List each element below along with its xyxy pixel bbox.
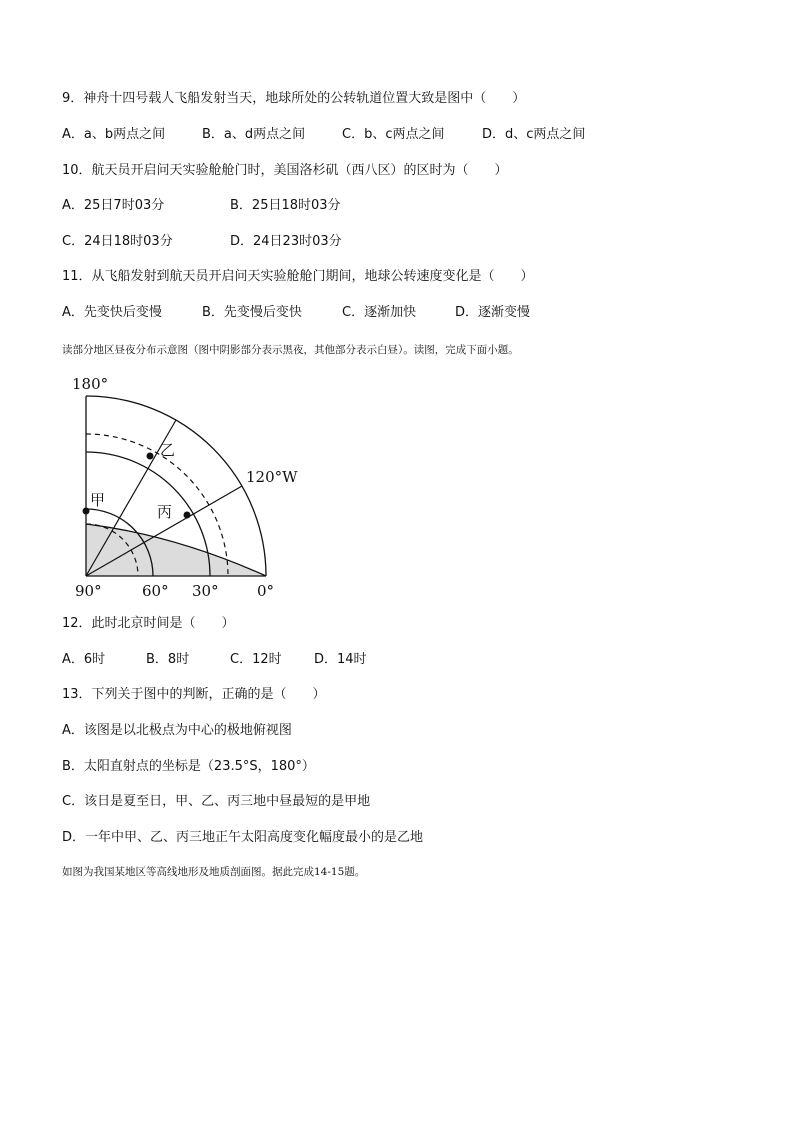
q9-option-b: B．a、d两点之间 (202, 127, 306, 142)
q12-option-b: B．8时 (146, 652, 190, 667)
q13-option-c: C．该日是夏至日，甲、乙、丙三地中昼最短的是甲地 (62, 794, 371, 809)
point-jia (83, 508, 90, 515)
label-30: 30° (192, 582, 219, 600)
q11-option-d: D．逐渐变慢 (455, 305, 531, 320)
q13-option-d: D．一年中甲、乙、丙三地正午太阳高度变化幅度最小的是乙地 (62, 830, 424, 845)
q11-option-c: C．逐渐加快 (342, 305, 417, 320)
section-intro-text: 如图为我国某地区等高线地形及地质剖面图。据此完成14-15题。 (62, 866, 366, 878)
label-yi: 乙 (160, 441, 176, 459)
question-10-stem: 10．航天员开启问天实验舱舱门时，美国洛杉矶（西八区）的区时为（ ） (62, 163, 508, 178)
q11-option-b: B．先变慢后变快 (202, 305, 302, 320)
point-yi (147, 453, 154, 460)
q12-option-a: A．6时 (62, 652, 106, 667)
q9-option-c: C．b、c两点之间 (342, 127, 445, 142)
label-60: 60° (142, 582, 169, 600)
label-180: 180° (72, 375, 109, 393)
label-90: 90° (75, 582, 102, 600)
q10-option-a: A．25日7时03分 (62, 198, 165, 213)
question-11-stem: 11．从飞船发射到航天员开启问天实验舱舱门期间，地球公转速度变化是（ ） (62, 269, 534, 284)
label-0: 0° (257, 582, 275, 600)
point-bing (184, 512, 191, 519)
q9-option-d: D．d、c两点之间 (482, 127, 586, 142)
q13-option-b: B．太阳直射点的坐标是（23.5°S，180°） (62, 759, 315, 774)
label-bing: 丙 (157, 503, 173, 521)
label-120w: 120°W (246, 468, 298, 486)
q10-option-b: B．25日18时03分 (230, 198, 341, 213)
question-13-stem: 13．下列关于图中的判断，正确的是（ ） (62, 687, 326, 702)
figure-intro-text: 读部分地区昼夜分布示意图（图中阴影部分表示黑夜，其他部分表示白昼）。读图，完成下面小题。 (62, 344, 519, 356)
question-9-stem: 9．神舟十四号载人飞船发射当天，地球所处的公转轨道位置大致是图中（ ） (62, 91, 526, 106)
q9-option-a: A．a、b两点之间 (62, 127, 166, 142)
label-jia: 甲 (90, 491, 106, 509)
q13-option-a: A．该图是以北极点为中心的极地俯视图 (62, 723, 292, 738)
question-12-stem: 12．此时北京时间是（ ） (62, 616, 235, 631)
q11-option-a: A．先变快后变慢 (62, 305, 162, 320)
q10-option-c: C．24日18时03分 (62, 234, 173, 249)
q12-option-d: D．14时 (314, 652, 367, 667)
q12-option-c: C．12时 (230, 652, 282, 667)
q10-option-d: D．24日23时03分 (230, 234, 342, 249)
